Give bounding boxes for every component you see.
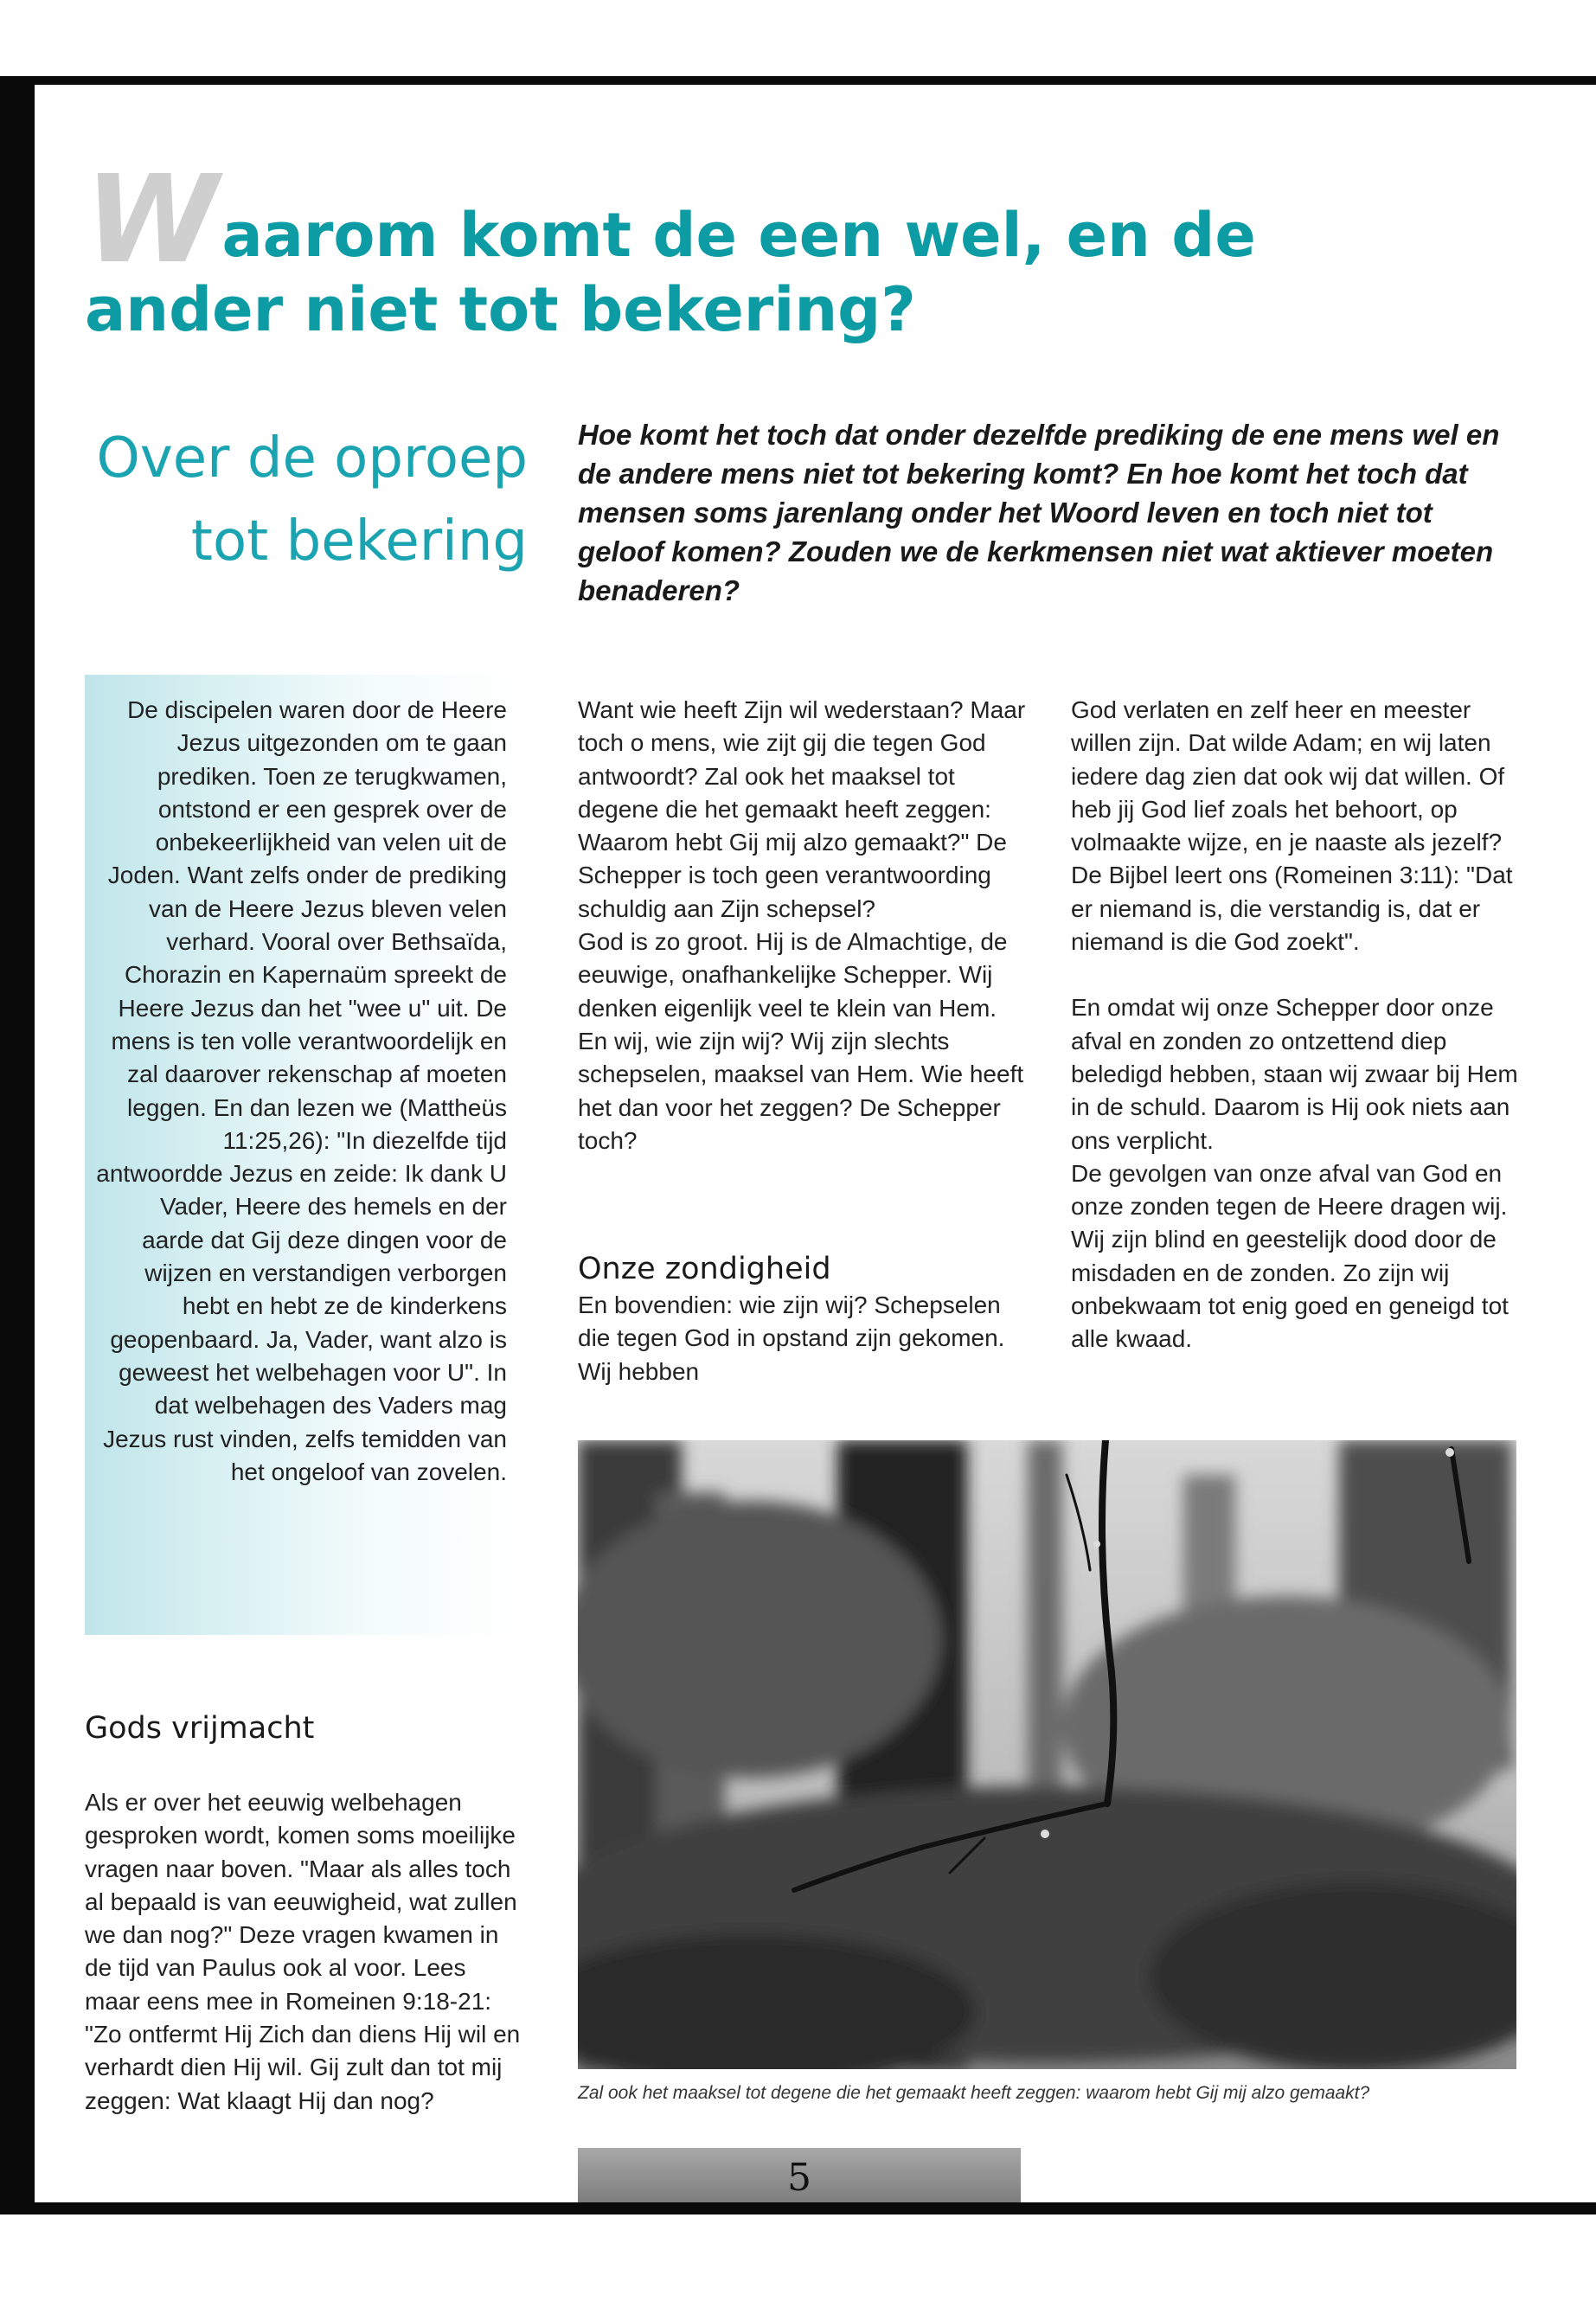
scan-margin-top bbox=[0, 0, 1596, 76]
column-2-paragraph-4: En bovendien: wie zijn wij? Schepselen die tegen God in opstand zijn gekomen. Wij hebben bbox=[578, 1292, 1005, 1385]
subtitle-line-2: tot bekering bbox=[190, 510, 528, 574]
article-intro: Hoe komt het toch dat onder dezelfde prediking de ene mens wel en de andere mens niet tot bekering komt? En hoe komt het toch dat mensen soms jarenlang onder het Woord leven en toch niet tot geloof komen? Zouden we de kerkmensen niet wat aktiever moeten benaderen? bbox=[578, 419, 1500, 606]
scan-edge-left bbox=[0, 78, 35, 2214]
column-2-paragraph-2: God is zo groot. Hij is de Almachtige, de eeuwige, onafhankelijke Schepper. Wij denken eigenlijk veel te klein van Hem. bbox=[578, 928, 1008, 1022]
article-subtitle bbox=[95, 417, 528, 583]
title-text: aarom komt de een wel, en de ander niet tot bekering? bbox=[85, 200, 1256, 345]
column-3-paragraph-3: De gevolgen van onze afval van God en onze zonden tegen de Heere dragen wij. Wij zijn blind en geestelijk dood door de misdaden en de zonden. Zo zijn wij onbekwaam tot enig goed en geneigd tot alle kwaad. bbox=[1071, 1159, 1509, 1353]
column-3-paragraph-1: God verlaten en zelf heer en meester willen zijn. Dat wilde Adam; en wij laten iedere dag zien dat ook wij dat willen. Of heb jij God lief zoals het behoort, op volmaakte wijze, en je naaste als jezelf? De Bijbel leert ons (Romeinen 3:11): "Dat er niemand is, die verstandig is, dat er niemand is die God zoekt". bbox=[1071, 696, 1513, 956]
article-title bbox=[85, 150, 1469, 347]
subhead-gods-vrijmacht: Gods vrijmacht bbox=[85, 1711, 315, 1746]
subhead-onze-zondigheid: Onze zondigheid bbox=[578, 1252, 831, 1286]
column-2-paragraph-3: En wij, wie zijn wij? Wij zijn slechts schepselen, maaksel van Hem. Wie heeft het dan voor het zeggen? De Schepper toch? bbox=[578, 1027, 1024, 1154]
column-1-paragraph: De discipelen waren door de Heere Jezus uitgezonden om te gaan prediken. Toen ze terugkwamen, ontstond er een gesprek over de onbekeerlijkheid van velen uit de Joden. Want zelfs onder de prediking van de Heere Jezus bleven velen verhard. Vooral over Bethsaïda, Chorazin en Kapernaüm spreekt de Heere Jezus dan het "wee u" uit. De mens is ten volle verantwoordelijk en zal daarover rekenschap af moeten leggen. En dan lezen we (Mattheüs 11:25,26): "In diezelfde tijd antwoordde Jezus en zeide: Ik dank U Vader, Heere des hemels en der aarde dat Gij deze dingen voor de wijzen en verstandigen verborgen hebt en hebt ze de kinderkens geopenbaard. Ja, Vader, want alzo is geweest het welbehagen voor U". In dat welbehagen des Vaders mag Jezus rust vinden, zelfs temidden van het ongeloof van zovelen. bbox=[96, 696, 507, 1485]
forest-photo bbox=[578, 1440, 1516, 2069]
column-2-lower bbox=[578, 1289, 1028, 1388]
column-2 bbox=[578, 694, 1028, 1157]
scan-margin-bottom bbox=[0, 2214, 1596, 2301]
column-1-lower bbox=[85, 1786, 526, 2118]
page-number: 5 bbox=[787, 2156, 811, 2200]
scan-edge-top bbox=[0, 76, 1596, 85]
column-3-paragraph-2: En omdat wij onze Schepper door onze afval en zonden zo ontzettend diep beledigd hebben, staan wij zwaar bij Hem in de schuld. Daarom is Hij ook niets aan ons verplicht. bbox=[1071, 994, 1518, 1154]
scan-edge-bottom bbox=[0, 2202, 1596, 2214]
title-dropcap: W bbox=[85, 150, 219, 291]
column-3 bbox=[1071, 694, 1521, 1356]
column-1-paragraph-2: Als er over het eeuwig welbehagen gesproken wordt, komen soms moeilijke vragen naar boven. "Maar als alles toch al bepaald is van eeuwigheid, wat zullen we dan nog?" Deze vragen kwamen in de tijd van Paulus ook al voor. Lees maar eens mee in Romeinen 9:18-21: "Zo ontfermt Hij Zich dan diens Hij wil en verhardt dien Hij wil. Gij zult dan tot mij zeggen: Wat klaagt Hij dan nog? bbox=[85, 1789, 521, 2114]
subtitle-line-1: Over de oproep bbox=[96, 426, 528, 490]
photo-caption: Zal ook het maaksel tot degene die het gemaakt heeft zeggen: waarom hebt Gij mij alzo gemaakt? bbox=[578, 2083, 1370, 2103]
column-2-paragraph-1: Want wie heeft Zijn wil wederstaan? Maar toch o mens, wie zijt gij die tegen God antwoordt? Zal ook het maaksel tot degene die het gemaakt heeft zeggen: Waarom hebt Gij mij alzo gemaakt?" De Schepper is toch geen verantwoording schuldig aan Zijn schepsel? bbox=[578, 696, 1026, 922]
